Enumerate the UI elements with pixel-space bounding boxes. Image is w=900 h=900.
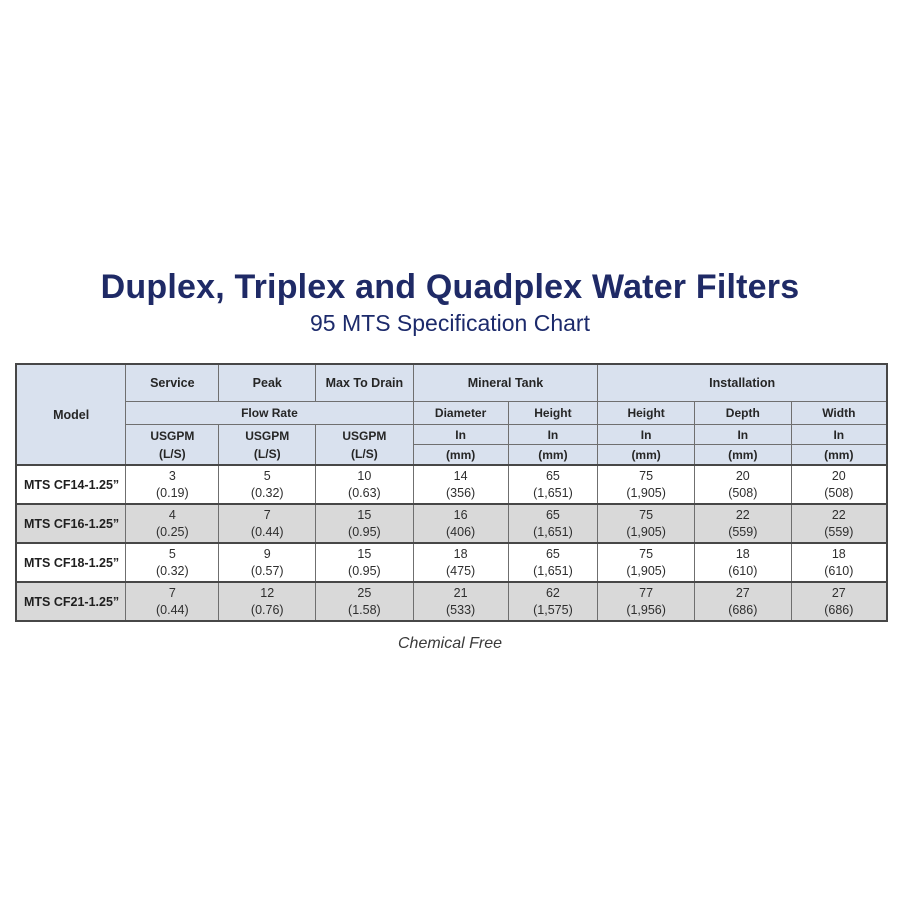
value-imperial: 14 <box>453 468 468 483</box>
value-imperial: 15 <box>357 507 372 522</box>
value-cell <box>791 465 887 504</box>
value-cell <box>413 543 508 582</box>
value-cell <box>598 543 695 582</box>
value-imperial: 21 <box>453 585 468 600</box>
header-unit-in-depth: In <box>694 425 791 445</box>
value-cell <box>413 582 508 621</box>
value-cell <box>508 504 598 543</box>
value-metric: (533) <box>446 602 476 617</box>
value-imperial: 15 <box>357 546 372 561</box>
value-imperial: 62 <box>545 585 560 600</box>
value-imperial: 75 <box>639 546 654 561</box>
value-cell <box>126 543 219 582</box>
unit-ls-label: (L/S) <box>253 446 281 461</box>
value-cell <box>598 504 695 543</box>
header-row-groups <box>16 364 887 402</box>
value-metric: (686) <box>824 602 854 617</box>
value-metric: (610) <box>824 563 854 578</box>
header-depth: Depth <box>694 402 791 425</box>
value-imperial: 5 <box>263 468 271 483</box>
header-unit-mm-inst-height: (mm) <box>598 445 695 466</box>
value-metric: (1,651) <box>533 524 573 539</box>
header-installation: Installation <box>598 364 887 402</box>
value-metric: (0.44) <box>250 524 284 539</box>
header-peak: Peak <box>219 364 316 402</box>
value-imperial: 22 <box>735 507 750 522</box>
value-metric: (1.58) <box>348 602 381 617</box>
value-imperial: 20 <box>735 468 750 483</box>
value-cell <box>598 582 695 621</box>
value-imperial: 75 <box>639 507 654 522</box>
header-width: Width <box>791 402 887 425</box>
value-imperial: 65 <box>545 546 560 561</box>
page-subtitle: 95 MTS Specification Chart <box>310 310 590 336</box>
value-cell <box>219 504 316 543</box>
table-row <box>16 465 887 504</box>
header-flow-rate: Flow Rate <box>126 402 413 425</box>
value-imperial: 65 <box>545 468 560 483</box>
model-cell: MTS CF18-1.25” <box>16 543 126 582</box>
unit-usgpm-label: USGPM <box>342 428 387 443</box>
value-cell <box>316 504 414 543</box>
unit-usgpm-label: USGPM <box>245 428 290 443</box>
value-imperial: 5 <box>168 546 176 561</box>
table-row <box>16 504 887 543</box>
value-imperial: 20 <box>831 468 846 483</box>
header-unit-in-inst-height: In <box>598 425 695 445</box>
header-inst-height: Height <box>598 402 695 425</box>
value-metric: (686) <box>728 602 758 617</box>
value-imperial: 12 <box>260 585 275 600</box>
header-unit-usgpm-peak <box>219 425 316 466</box>
value-metric: (1,905) <box>626 563 666 578</box>
value-imperial: 3 <box>168 468 176 483</box>
value-cell <box>413 504 508 543</box>
header-unit-in-width: In <box>791 425 887 445</box>
value-cell <box>508 465 598 504</box>
value-metric: (508) <box>824 485 854 500</box>
value-metric: (508) <box>728 485 758 500</box>
spec-table <box>15 363 888 622</box>
value-cell <box>126 582 219 621</box>
value-metric: (406) <box>446 524 476 539</box>
value-imperial: 18 <box>831 546 846 561</box>
value-imperial: 7 <box>263 507 271 522</box>
value-cell <box>219 465 316 504</box>
value-cell <box>694 465 791 504</box>
value-metric: (0.25) <box>156 524 189 539</box>
value-metric: (0.95) <box>348 524 381 539</box>
page-title: Duplex, Triplex and Quadplex Water Filters <box>100 268 800 306</box>
value-cell <box>219 543 316 582</box>
unit-ls-label: (L/S) <box>158 446 186 461</box>
value-cell <box>694 543 791 582</box>
value-imperial: 27 <box>831 585 846 600</box>
header-unit-mm-depth: (mm) <box>694 445 791 466</box>
table-row <box>16 543 887 582</box>
spec-table-body <box>16 465 887 621</box>
value-metric: (1,575) <box>533 602 573 617</box>
value-imperial: 27 <box>735 585 750 600</box>
value-metric: (356) <box>446 485 476 500</box>
footnote: Chemical Free <box>397 635 503 653</box>
header-unit-usgpm-drain <box>316 425 414 466</box>
title-block <box>0 0 900 336</box>
unit-ls-label: (L/S) <box>351 446 378 461</box>
value-metric: (0.44) <box>156 602 189 617</box>
header-unit-mm-tank-height: (mm) <box>508 445 598 466</box>
value-cell <box>508 543 598 582</box>
value-imperial: 7 <box>168 585 176 600</box>
table-row <box>16 582 887 621</box>
value-metric: (0.32) <box>156 563 189 578</box>
value-imperial: 25 <box>357 585 372 600</box>
value-imperial: 75 <box>639 468 654 483</box>
value-metric: (475) <box>446 563 476 578</box>
value-imperial: 10 <box>357 468 372 483</box>
value-cell <box>598 465 695 504</box>
spec-table-header <box>16 364 887 465</box>
unit-usgpm-label: USGPM <box>150 428 195 443</box>
value-metric: (1,651) <box>533 485 573 500</box>
value-metric: (1,905) <box>626 485 666 500</box>
value-cell <box>413 465 508 504</box>
value-cell <box>508 582 598 621</box>
value-imperial: 16 <box>453 507 468 522</box>
header-row-subgroups <box>16 402 887 425</box>
header-diameter: Diameter <box>413 402 508 425</box>
header-unit-mm-width: (mm) <box>791 445 887 466</box>
value-imperial: 4 <box>168 507 176 522</box>
header-max-to-drain: Max To Drain <box>316 364 414 402</box>
model-cell: MTS CF14-1.25” <box>16 465 126 504</box>
value-metric: (559) <box>728 524 758 539</box>
value-metric: (0.76) <box>250 602 284 617</box>
value-imperial: 22 <box>831 507 846 522</box>
value-imperial: 65 <box>545 507 560 522</box>
value-imperial: 77 <box>639 585 654 600</box>
value-imperial: 9 <box>263 546 271 561</box>
header-service: Service <box>126 364 219 402</box>
value-imperial: 18 <box>453 546 468 561</box>
value-metric: (0.32) <box>250 485 284 500</box>
header-unit-mm-diameter: (mm) <box>413 445 508 466</box>
value-cell <box>316 582 414 621</box>
value-cell <box>316 543 414 582</box>
header-row-units-primary <box>16 425 887 445</box>
value-metric: (0.63) <box>348 485 381 500</box>
value-imperial: 18 <box>735 546 750 561</box>
value-cell <box>694 504 791 543</box>
header-tank-height: Height <box>508 402 598 425</box>
value-cell <box>791 543 887 582</box>
header-mineral-tank: Mineral Tank <box>413 364 598 402</box>
value-metric: (1,956) <box>626 602 666 617</box>
value-metric: (0.19) <box>156 485 189 500</box>
model-cell: MTS CF16-1.25” <box>16 504 126 543</box>
header-unit-in-diameter: In <box>413 425 508 445</box>
value-cell <box>694 582 791 621</box>
value-cell <box>791 504 887 543</box>
model-cell: MTS CF21-1.25” <box>16 582 126 621</box>
value-metric: (610) <box>728 563 758 578</box>
value-cell <box>126 504 219 543</box>
value-metric: (559) <box>824 524 854 539</box>
value-cell <box>791 582 887 621</box>
value-cell <box>219 582 316 621</box>
header-unit-in-tank-height: In <box>508 425 598 445</box>
value-metric: (0.57) <box>250 563 284 578</box>
value-cell <box>126 465 219 504</box>
value-cell <box>316 465 414 504</box>
header-model: Model <box>16 364 126 465</box>
value-metric: (1,905) <box>626 524 666 539</box>
value-metric: (0.95) <box>348 563 381 578</box>
value-metric: (1,651) <box>533 563 573 578</box>
header-unit-usgpm-service <box>126 425 219 466</box>
